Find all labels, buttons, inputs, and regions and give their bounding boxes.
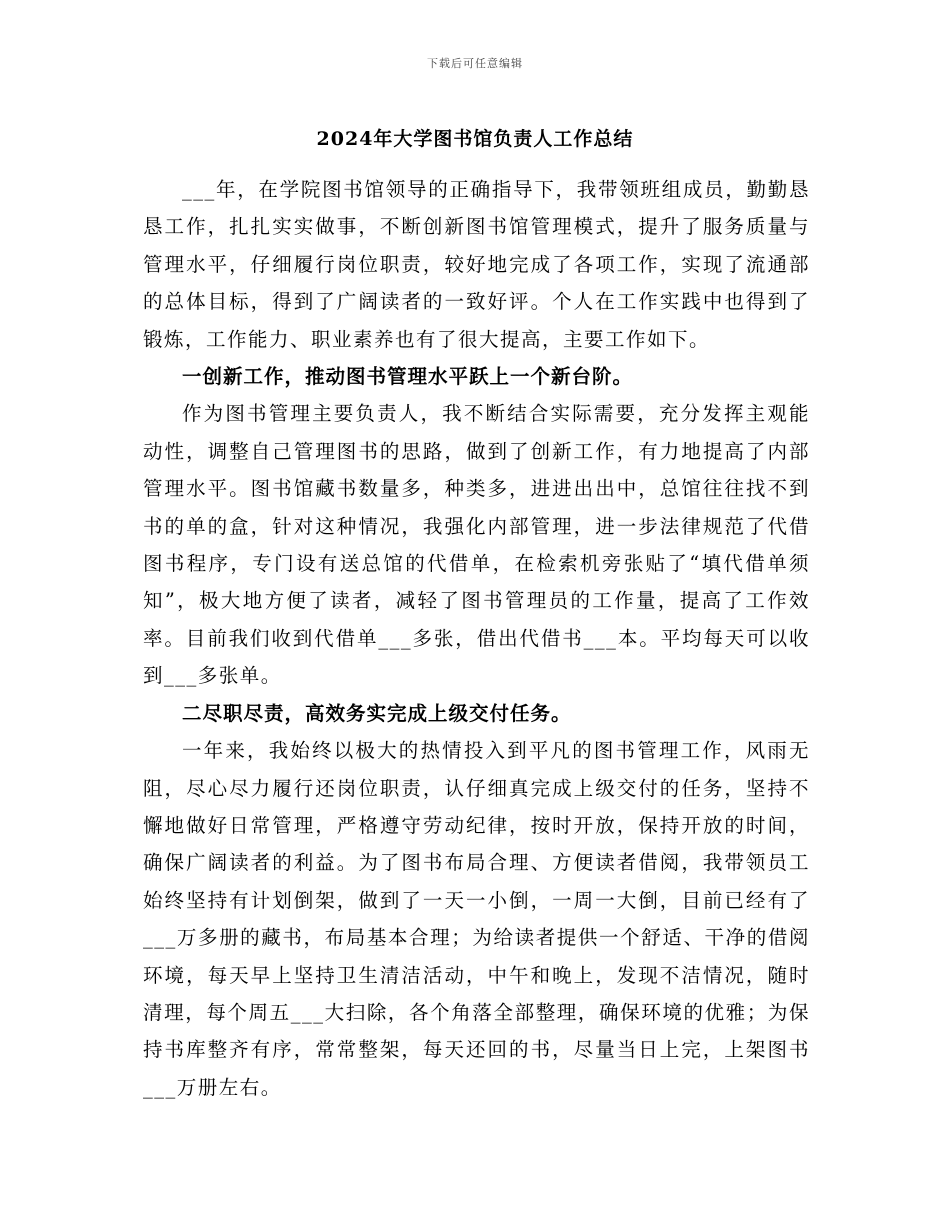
section-2-paragraph: 一年来，我始终以极大的热情投入到平凡的图书管理工作，风雨无阻，尽心尽力履行还岗位职责，认仔细真完成上级交付的任务，坚持不懈地做好日常管理，严格遵守劳动纪律，按时开放，保持开放的时间，确保广阔读者的利益。为了图书布局合理、方便读者借阅，我带领员工始终坚持有计划倒架，做到了一天一小倒，一周一大倒，目前已经有了___万多册的藏书，布局基本合理；为给读者提供一个舒适、干净的借阅环境，每天早上坚持卫生清洁活动，中午和晚上，发现不洁情况，随时清理，每个周五___大扫除，各个角落全部整理，确保环境的优雅；为保持书库整齐有序，常常整架，每天还回的书，尽量当日上完，上架图书___万册左右。 xyxy=(143,739,810,1099)
intro-paragraph: ___年，在学院图书馆领导的正确指导下，我带领班组成员，勤勤恳恳工作，扎扎实实做事，不断创新图书馆管理模式，提升了服务质量与管理水平，仔细履行岗位职责，较好地完成了各项工作，实现了流通部的总体目标，得到了广阔读者的一致好评。个人在工作实践中也得到了锻炼，工作能力、职业素养也有了很大提高，主要工作如下。 xyxy=(143,178,810,351)
document-title: 2024年大学图书馆负责人工作总结 xyxy=(316,128,634,150)
section-1-paragraph: 作为图书管理主要负责人，我不断结合实际需要，充分发挥主观能动性，调整自己管理图书的思路，做到了创新工作，有力地提高了内部管理水平。图书馆藏书数量多，种类多，进进出出中，总馆往往找不到书的单的盒，针对这种情况，我强化内部管理，进一步法律规范了代借图书程序，专门设有送总馆的代借单，在检索机旁张贴了“填代借单须知”，极大地方便了读者，减轻了图书管理员的工作量，提高了工作效率。目前我们收到代借单___多张，借出代借书___本。平均每天可以收到___多张单。 xyxy=(143,402,810,688)
document-body xyxy=(143,171,810,1106)
section-1-heading: 一创新工作，推动图书管理水平跃上一个新台阶。 xyxy=(182,365,634,389)
section-2-heading: 二尽职尽责，高效务实完成上级交付任务。 xyxy=(182,701,572,725)
header-note: 下载后可任意编辑 xyxy=(427,57,523,70)
